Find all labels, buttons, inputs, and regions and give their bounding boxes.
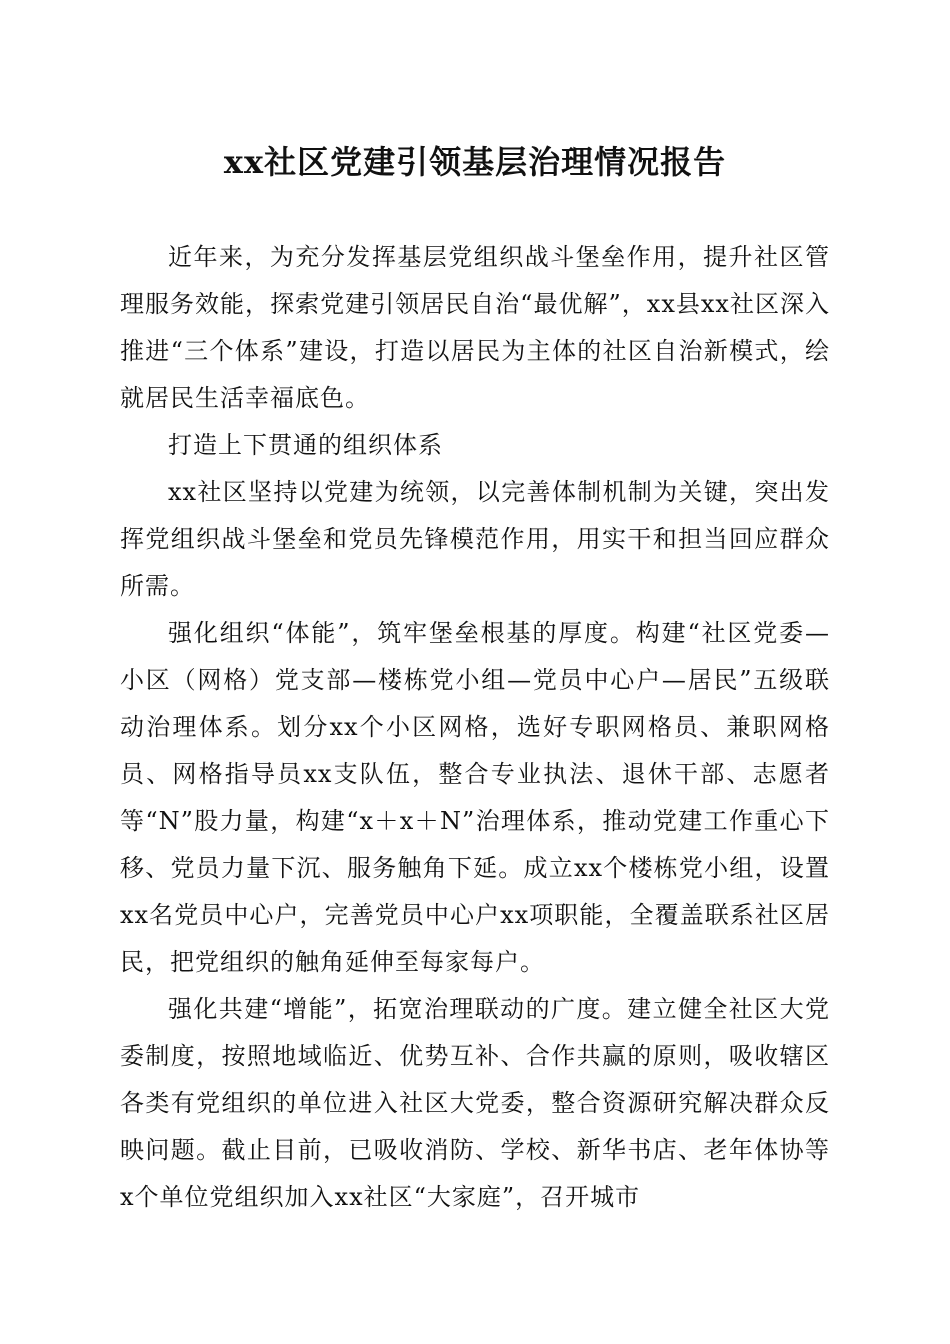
section-heading: 打造上下贯通的组织体系 bbox=[168, 431, 443, 459]
paragraph-intro: 近年来，为充分发挥基层党组织战斗堡垒作用，提升社区管理服务效能，探索党建引领居民自治“最优解”，xx县xx社区深入推进“三个体系”建设，打造以居民为主体的社区自治新模式，绘就居民生活幸福底色。 bbox=[120, 243, 830, 412]
paragraph-section-summary: xx社区坚持以党建为统领，以完善体制机制为关键，突出发挥党组织战斗堡垒和党员先锋模范作用，用实干和担当回应群众所需。 bbox=[120, 478, 830, 600]
document-title: xx社区党建引领基层治理情况报告 bbox=[223, 143, 727, 181]
document-body bbox=[120, 234, 830, 1221]
paragraph-co-construction: 强化共建“增能”，拓宽治理联动的广度。建立健全社区大党委制度，按照地域临近、优势互补、合作共赢的原则，吸收辖区各类有党组织的单位进入社区大党委，整合资源研究解决群众反映问题。截止目前，已吸收消防、学校、新华书店、老年体协等x个单位党组织加入xx社区“大家庭”，召开城市 bbox=[120, 995, 830, 1211]
paragraph-organization: 强化组织“体能”，筑牢堡垒根基的厚度。构建“社区党委—小区（网格）党支部—楼栋党小组—党员中心户—居民”五级联动治理体系。划分xx个小区网格，选好专职网格员、兼职网格员、网格指导员xx支队伍，整合专业执法、退休干部、志愿者等“N”股力量，构建“x＋x＋N”治理体系，推动党建工作重心下移、党员力量下沉、服务触角下延。成立xx个楼栋党小组，设置xx名党员中心户，完善党员中心户xx项职能，全覆盖联系社区居民，把党组织的触角延伸至每家每户。 bbox=[120, 619, 830, 976]
